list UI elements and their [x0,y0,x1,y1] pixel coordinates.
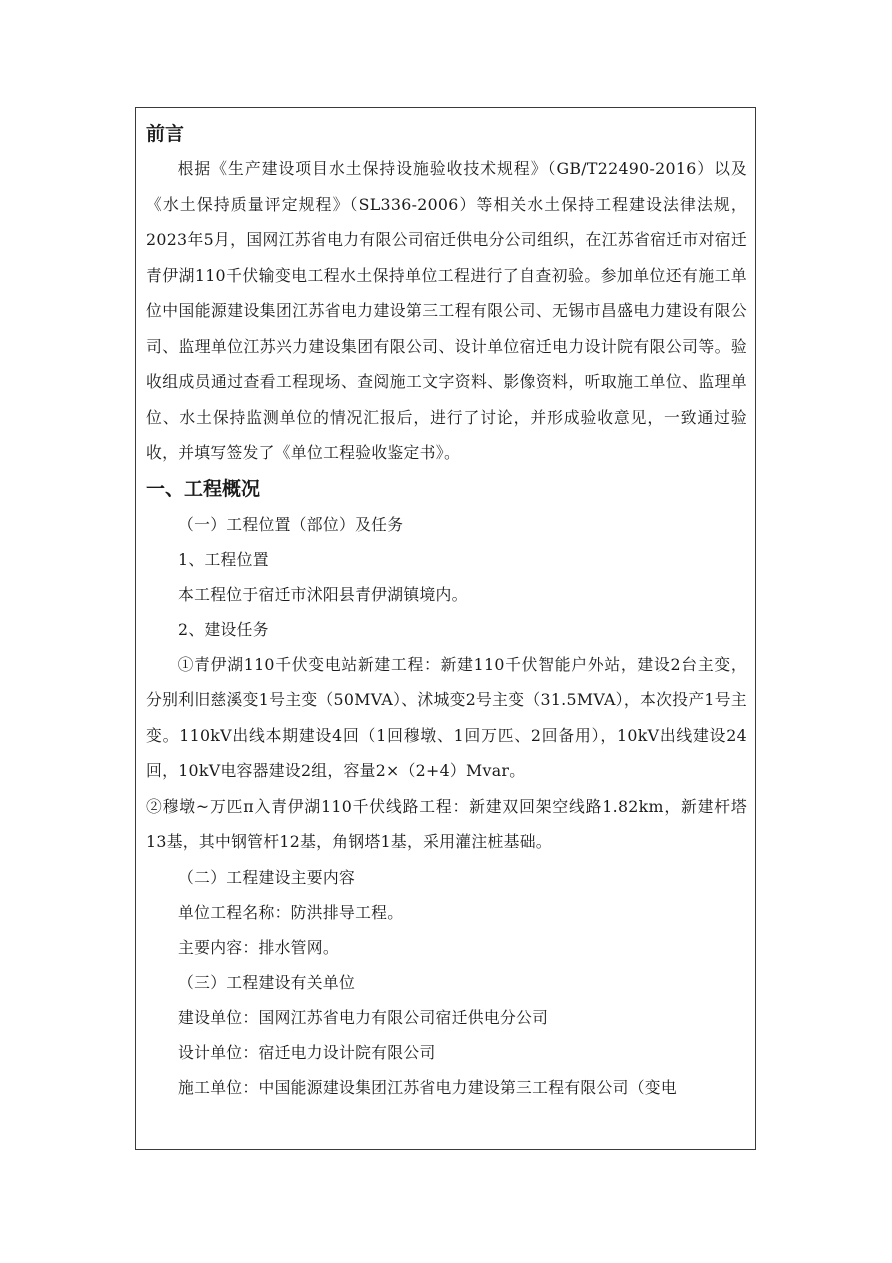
preface-paragraph: 根据《生产建设项目水土保持设施验收技术规程》（GB/T22490-2016）以及《水土保持质量评定规程》（SL336-2006）等相关水土保持工程建设法律法规，2023年5月，国网江苏省电力有限公司宿迁供电分公司组织，在江苏省宿迁市对宿迁青伊湖110千伏输变电工程水土保持单位工程进行了自查初验。参加单位还有施工单位中国能源建设集团江苏省电力建设第三工程有限公司、无锡市昌盛电力建设有限公司、监理单位江苏兴力建设集团有限公司、设计单位宿迁电力设计院有限公司等。验收组成员通过查看工程现场、查阅施工文字资料、影像资料，听取施工单位、监理单位、水土保持监测单位的情况汇报后，进行了讨论，并形成验收意见，一致通过验收，并填写签发了《单位工程验收鉴定书》。 [146,159,747,462]
subsection-1-heading: （一）工程位置（部位）及任务 [178,514,404,534]
task-substation: ①青伊湖110千伏变电站新建工程：新建110千伏智能户外站，建设2台主变，分别利旧慈溪变1号主变（50MVA）、沭城变2号主变（31.5MVA），本次投产1号主变。110kV出线本期建设4回（1回穆墩、1回万匹、2回备用），10kV出线建设24回，10kV电容器建设2组，容量2×（2+4）Mvar。 [146,654,747,780]
construction-unit: 施工单位：中国能源建设集团江苏省电力建设第三工程有限公司（变电 [178,1077,678,1097]
tasks-title: 2、建设任务 [178,619,269,639]
subsection-3-heading: （三）工程建设有关单位 [178,972,356,992]
section-1-heading: 一、工程概况 [146,477,261,500]
location-text: 本工程位于宿迁市沭阳县青伊湖镇境内。 [178,584,468,604]
document-content [146,118,747,1105]
subsection-2-heading: （二）工程建设主要内容 [178,867,356,887]
location-title: 1、工程位置 [178,549,269,569]
preface-heading: 前言 [146,123,185,145]
task-line: ②穆墩~万匹π入青伊湖110千伏线路工程：新建双回架空线路1.82km，新建杆塔13基，其中钢管杆12基，角钢塔1基，采用灌注桩基础。 [146,796,747,851]
main-content: 主要内容：排水管网。 [178,937,339,957]
owner-unit: 建设单位：国网江苏省电力有限公司宿迁供电分公司 [178,1007,549,1027]
design-unit: 设计单位：宿迁电力设计院有限公司 [178,1042,436,1062]
document-frame [135,107,756,1150]
unit-project-name: 单位工程名称：防洪排导工程。 [178,902,404,922]
